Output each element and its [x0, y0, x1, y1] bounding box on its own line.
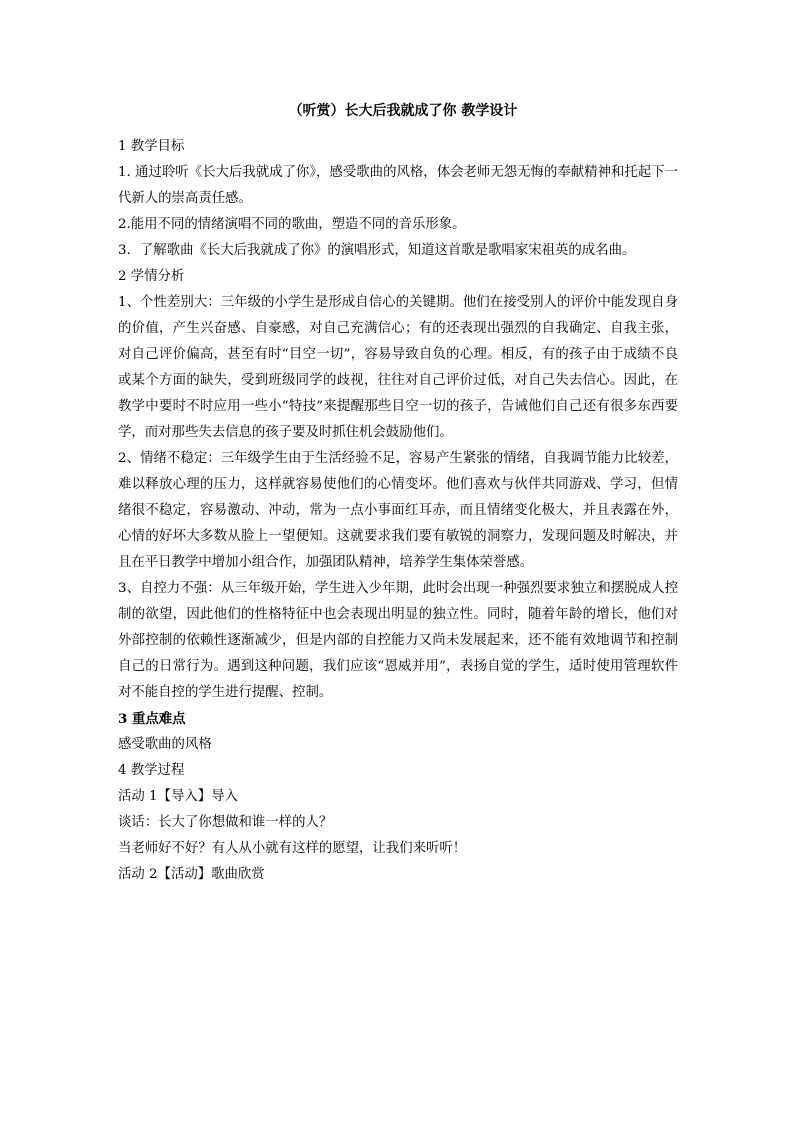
analysis-paragraph-1: 1、个性差别大：三年级的小学生是形成自信心的关键期。他们在接受别人的评价中能发现自身的价值，产生兴奋感、自豪感，对自己充满信心；有的还表现出强烈的自我确定、自我主张，对自己评价偏高，甚至有时“目空一切”，容易导致自负的心理。相反，有的孩子由于成绩不良或某个方面的缺失，受到班级同学的歧视，往往对自己评价过低，对自己失去信心。因此，在教学中要时不时应用一些小“特技”来提醒那些目空一切的孩子，告诫他们自己还有很多东西要学，而对那些失去信息的孩子要及时抓住机会鼓励他们。: [118, 295, 678, 440]
section-heading-teaching-goals: 1 教学目标: [118, 139, 185, 154]
goal-paragraph-2: 2.能用不同的情绪演唱不同的歌曲，塑造不同的音乐形象。: [118, 217, 466, 232]
analysis-paragraph-3: 3、自控力不强：从三年级开始，学生进入少年期，此时会出现一种强烈要求独立和摆脱成人控制的欲望，因此他们的性格特征中也会表现出明显的独立性。同时，随着年龄的增长，他们对外部控制的依赖性逐渐减少，但是内部的自控能力又尚未发展起来，还不能有效地调节和控制自己的日常行为。遇到这种问题，我们应该“恩威并用”，表扬自觉的学生，适时使用管理软件对不能自控的学生进行提醒、控制。: [118, 581, 678, 700]
goal-paragraph-1: 1. 通过聆听《长大后我就成了你》，感受歌曲的风格，体会老师无怨无悔的奉献精神和托起下一代新人的崇高责任感。: [118, 165, 678, 206]
process-paragraph-1: 谈话：长大了你想做和谁一样的人？: [118, 815, 333, 830]
activity-1-heading: 活动 1【导入】导入: [118, 789, 238, 804]
analysis-paragraph-2: 2、情绪不稳定：三年级学生由于生活经验不足，容易产生紧张的情绪，自我调节能力比较差，难以释放心理的压力，这样就容易使他们的心情变坏。他们喜欢与伙伴共同游戏、学习，但情绪很不稳定，容易激动、冲动，常为一点小事面红耳赤，而且情绪变化极大，并且表露在外，心情的好坏大多数从脸上一望便知。这就要求我们要有敏锐的洞察力，发现问题及时解决，并且在平日教学中增加小组合作，加强团队精神，培养学生集体荣誉感。: [118, 451, 678, 570]
activity-2-heading: 活动 2【活动】歌曲欣赏: [118, 867, 265, 882]
goal-paragraph-3: 3．了解歌曲《长大后我就成了你》的演唱形式，知道这首歌是歌唱家宋祖英的成名曲。: [118, 243, 636, 258]
section-heading-teaching-process: 4 教学过程: [118, 763, 185, 778]
process-paragraph-2: 当老师好不好？有人从小就有这样的愿望，让我们来听听！: [118, 841, 467, 856]
section-heading-key-points: 3 重点难点: [118, 711, 186, 727]
key-points-paragraph: 感受歌曲的风格: [118, 737, 212, 752]
section-heading-student-analysis: 2 学情分析: [118, 269, 185, 284]
document-page: [118, 100, 678, 888]
document-title: （听赏）长大后我就成了你 教学设计: [288, 103, 518, 119]
